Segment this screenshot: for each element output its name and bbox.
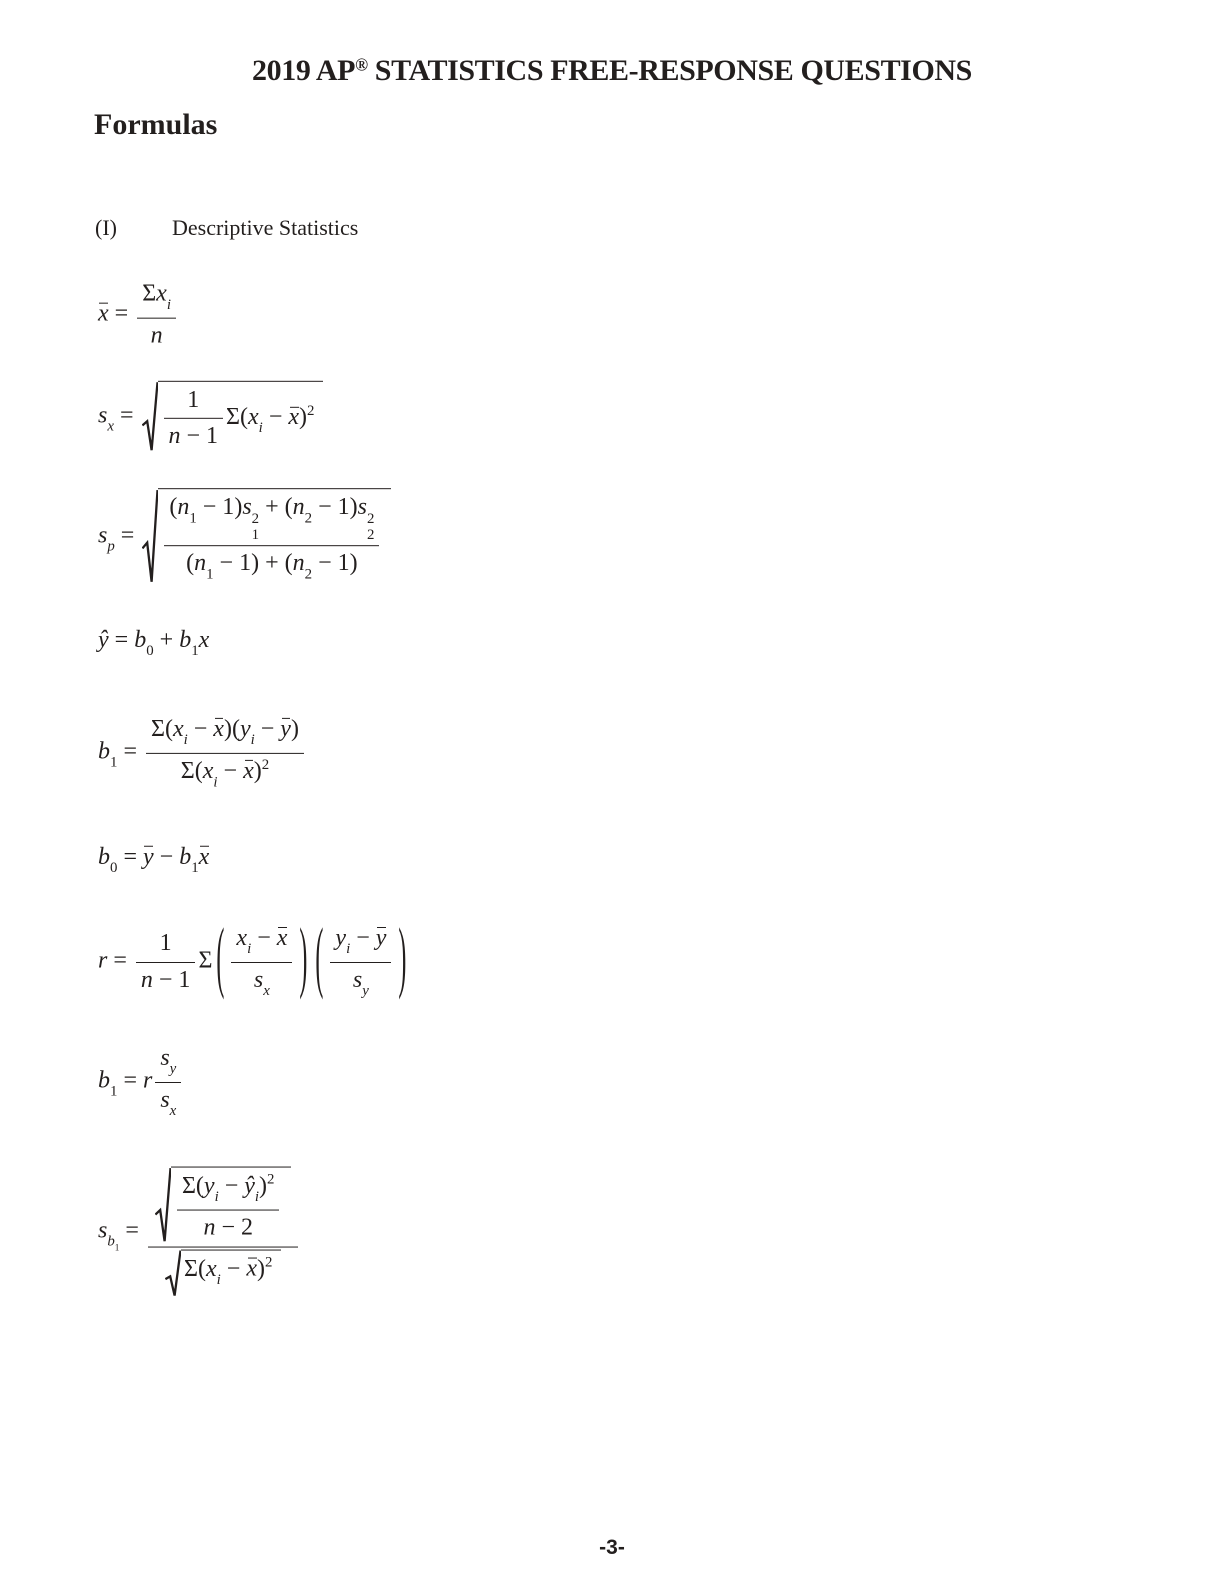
math-operator-text: ( xyxy=(231,715,240,742)
radical-sign-icon xyxy=(142,381,158,453)
formula-correlation xyxy=(98,917,410,1003)
math-subscript xyxy=(107,1233,120,1253)
fraction-denominator xyxy=(136,962,196,996)
math-operator-text: − 1 xyxy=(152,966,191,993)
page-header xyxy=(0,54,1224,87)
math-overbar-variable: x xyxy=(288,402,299,433)
radical-sign-icon xyxy=(165,1249,181,1297)
math-overbar-variable: y xyxy=(280,714,291,745)
math-square-root xyxy=(165,1249,281,1297)
radicand xyxy=(171,1167,292,1245)
math-operator-text: ) xyxy=(223,715,232,742)
fraction-denominator xyxy=(146,752,304,792)
fraction-numerator xyxy=(164,385,224,418)
math-operator-text: − xyxy=(187,715,214,742)
math-operator-text: + xyxy=(259,494,285,521)
math-operator-text: = xyxy=(114,522,141,549)
math-subscript: y xyxy=(362,982,369,999)
math-operator-text: − xyxy=(218,1172,245,1199)
radicand xyxy=(181,1249,281,1297)
fraction-denominator xyxy=(164,418,224,452)
math-variable: b xyxy=(179,626,192,653)
math-overbar-variable: y xyxy=(376,923,387,954)
math-operator-text: Σ xyxy=(180,757,195,784)
math-subscript: 1 xyxy=(114,1242,120,1253)
math-subscript: 0 xyxy=(146,642,154,659)
math-variable: x xyxy=(156,280,167,307)
math-subscript: 1 xyxy=(206,566,214,583)
math-variable: b xyxy=(179,843,192,870)
fraction-numerator xyxy=(330,923,391,962)
math-operator-text: = xyxy=(117,1067,143,1094)
math-variable: x xyxy=(198,626,210,653)
math-operator-text: ( xyxy=(194,757,203,784)
math-operator-text: Σ xyxy=(142,280,157,307)
math-superscript: 2 xyxy=(251,511,260,528)
math-variable: y xyxy=(239,715,251,742)
math-operator-text: ( xyxy=(197,1255,206,1282)
formula-sample-sd xyxy=(98,381,325,453)
math-variable: x xyxy=(205,1255,217,1282)
math-operator-text: − xyxy=(220,1255,247,1282)
math-variable: n xyxy=(292,494,305,521)
math-operator-text: ) xyxy=(349,494,358,521)
math-variable: b xyxy=(98,738,110,765)
fraction-denominator xyxy=(148,1246,299,1297)
math-variable: s xyxy=(98,402,108,429)
math-superscript: 2 xyxy=(264,1254,273,1271)
math-operator-text: = xyxy=(117,843,143,870)
formula-pooled-sd xyxy=(98,488,393,586)
math-big-paren: ( xyxy=(315,917,324,1003)
math-operator-text: ) xyxy=(251,550,260,577)
math-fraction xyxy=(231,923,292,1001)
math-operator-text: Σ xyxy=(198,947,213,974)
math-variable: x xyxy=(202,757,214,784)
math-variable: x xyxy=(248,404,259,431)
formula-sample-mean xyxy=(98,279,179,352)
math-operator-text: − xyxy=(153,843,180,870)
math-variable: n xyxy=(140,966,153,993)
math-operator-text: − 1 xyxy=(312,494,350,521)
math-operator-text: − xyxy=(251,925,277,951)
math-operator-text: ( xyxy=(195,1172,204,1199)
math-overbar-variable: x xyxy=(213,714,224,745)
math-subscript: 1 xyxy=(110,754,118,771)
math-overbar-variable: x xyxy=(246,1254,257,1285)
math-subscript: x xyxy=(107,418,114,435)
fraction-denominator xyxy=(177,1209,280,1243)
math-subscript: p xyxy=(107,538,115,555)
math-fraction xyxy=(155,1043,181,1121)
math-operator-text: − xyxy=(350,925,376,951)
math-subscript: 2 xyxy=(304,510,313,527)
math-operator-text: = xyxy=(113,402,140,429)
fraction-numerator xyxy=(164,492,379,545)
math-operator-text: ( xyxy=(186,550,195,577)
math-square-root xyxy=(142,488,391,586)
fraction-denominator xyxy=(155,1082,181,1122)
math-subscript: 1 xyxy=(191,859,199,876)
math-subscript: 0 xyxy=(110,859,118,876)
math-operator-text: ) xyxy=(253,757,262,784)
formula-slope-standard-error xyxy=(98,1167,301,1298)
math-overbar-variable: x xyxy=(199,842,210,873)
math-variable: n xyxy=(177,494,190,521)
math-variable: b xyxy=(107,1233,115,1250)
fraction-numerator xyxy=(146,714,304,753)
radical-sign-icon xyxy=(142,488,158,586)
math-operator-text: ( xyxy=(164,715,173,742)
math-variable: b xyxy=(134,626,147,653)
math-operator-text: − xyxy=(217,757,244,784)
header-title-post: STATISTICS FREE-RESPONSE QUESTIONS xyxy=(367,54,972,87)
math-fraction xyxy=(164,492,379,585)
math-operator-text: = xyxy=(108,626,135,653)
math-operator-text: − 1 xyxy=(196,494,235,521)
math-subscript: i xyxy=(258,420,263,437)
math-fraction xyxy=(148,1167,299,1298)
fraction-denominator xyxy=(330,962,391,1002)
math-variable: s xyxy=(253,966,264,993)
math-variable: s xyxy=(160,1045,170,1071)
radicand xyxy=(158,488,391,586)
formula-slope xyxy=(98,714,307,792)
math-operator-text: ) xyxy=(299,404,308,431)
math-subscript: i xyxy=(216,1271,221,1288)
math-fraction xyxy=(177,1171,280,1244)
math-subscript: 1 xyxy=(251,526,260,543)
math-operator-text: − xyxy=(262,404,289,431)
math-square-root xyxy=(142,381,324,453)
math-subscript: 2 xyxy=(366,526,375,543)
math-variable: n xyxy=(194,550,207,577)
fraction-denominator xyxy=(137,317,176,351)
math-operator-text: Σ xyxy=(181,1172,196,1199)
math-variable: n xyxy=(150,322,163,349)
fraction-denominator xyxy=(231,962,292,1002)
math-variable: ŷ xyxy=(244,1172,255,1199)
math-operator-text: − xyxy=(254,715,281,742)
math-variable: b xyxy=(98,843,110,870)
math-operator-text: Σ xyxy=(150,715,165,742)
math-variable: x xyxy=(236,925,248,951)
math-variable: s xyxy=(352,966,363,993)
header-title-pre: 2019 AP xyxy=(252,54,356,87)
math-subscript: 1 xyxy=(191,642,199,659)
math-overbar-variable: y xyxy=(143,842,154,873)
math-subscript: i xyxy=(247,941,252,958)
math-stacked-scripts xyxy=(367,512,374,543)
fraction-numerator xyxy=(155,1043,181,1082)
math-big-paren: ) xyxy=(299,917,308,1003)
math-operator-text: ( xyxy=(284,550,293,577)
math-operator-text: 1 xyxy=(187,386,200,413)
math-variable: s xyxy=(242,494,252,521)
formula-regression-line xyxy=(98,625,209,662)
section-marker: (I) xyxy=(95,215,117,240)
math-superscript: 2 xyxy=(307,402,315,419)
math-subscript: i xyxy=(250,732,255,749)
math-operator-text: Σ xyxy=(226,404,241,431)
math-variable: b xyxy=(98,1067,110,1094)
fraction-numerator xyxy=(137,279,176,318)
math-variable: y xyxy=(335,925,347,951)
math-subscript: x xyxy=(263,982,270,999)
math-operator-text: + xyxy=(259,550,285,577)
math-operator-text: ( xyxy=(284,494,293,521)
math-variable: s xyxy=(357,494,367,521)
math-superscript: 2 xyxy=(261,756,270,773)
math-variable: n xyxy=(168,423,181,449)
math-subscript: i xyxy=(166,296,171,313)
math-operator-text: Σ xyxy=(184,1255,198,1282)
fraction-numerator xyxy=(136,928,196,961)
math-subscript: x xyxy=(169,1102,177,1119)
section-label: Descriptive Statistics xyxy=(172,215,359,240)
radical-sign-icon xyxy=(155,1167,171,1245)
math-fraction xyxy=(164,385,224,452)
math-superscript: 2 xyxy=(366,511,375,528)
math-overbar-variable: x xyxy=(277,923,288,954)
math-operator-text: 1 xyxy=(159,930,172,957)
math-variable: s xyxy=(160,1086,170,1113)
math-operator-text: − 2 xyxy=(215,1214,253,1241)
page-number: -3- xyxy=(599,1536,625,1559)
math-fraction xyxy=(146,714,304,792)
math-operator-text: = xyxy=(107,947,133,974)
formulas-section-title: Formulas xyxy=(94,108,218,141)
math-subscript: i xyxy=(254,1188,260,1205)
formula-slope-from-r xyxy=(98,1043,184,1121)
math-subscript: 2 xyxy=(304,566,313,583)
math-variable: ŷ xyxy=(98,626,109,653)
math-variable: n xyxy=(203,1214,216,1241)
math-variable: n xyxy=(292,550,305,577)
math-subscript: 1 xyxy=(189,510,197,527)
math-stacked-scripts xyxy=(252,512,259,543)
math-subscript: y xyxy=(169,1061,177,1078)
math-subscript: i xyxy=(183,732,188,749)
formula-intercept xyxy=(98,842,209,879)
math-subscript: i xyxy=(214,1188,219,1205)
math-superscript: 2 xyxy=(267,1171,275,1188)
math-operator-text: = xyxy=(119,1217,145,1244)
math-variable: r xyxy=(142,1067,153,1094)
math-operator-text: ) xyxy=(349,550,358,577)
math-big-paren: ( xyxy=(216,917,225,1003)
math-operator-text: − 1 xyxy=(180,423,219,449)
math-operator-text: ( xyxy=(240,404,249,431)
math-operator-text: = xyxy=(117,738,143,765)
fraction-numerator xyxy=(231,923,292,962)
math-operator-text: ) xyxy=(259,1172,268,1199)
math-variable: r xyxy=(98,947,108,974)
math-overbar-variable: x xyxy=(98,299,109,330)
math-subscript: i xyxy=(346,941,351,958)
math-operator-text: ) xyxy=(234,494,243,521)
math-variable: s xyxy=(98,1217,108,1244)
math-operator-text: = xyxy=(108,300,135,327)
math-fraction xyxy=(330,923,391,1001)
math-operator-text: ( xyxy=(169,494,178,521)
fraction-numerator xyxy=(148,1167,299,1247)
math-variable: y xyxy=(203,1172,215,1199)
math-operator-text: − 1 xyxy=(312,550,350,577)
math-variable: s xyxy=(98,522,108,549)
math-operator-text: − 1 xyxy=(213,550,252,577)
math-subscript: i xyxy=(213,773,218,790)
math-subscript: 1 xyxy=(110,1083,118,1100)
math-fraction xyxy=(136,928,196,995)
fraction-denominator xyxy=(164,545,379,585)
math-square-root xyxy=(155,1167,292,1245)
math-big-paren: ) xyxy=(398,917,407,1003)
math-overbar-variable: x xyxy=(243,756,254,787)
section-descriptive-statistics xyxy=(95,215,358,241)
math-operator-text: ) xyxy=(290,715,299,742)
fraction-numerator xyxy=(177,1171,280,1210)
radicand xyxy=(158,381,324,453)
math-operator-text: + xyxy=(153,626,180,653)
math-operator-text: ) xyxy=(256,1255,265,1282)
math-variable: x xyxy=(172,715,184,742)
registered-trademark-symbol: ® xyxy=(355,54,368,75)
math-fraction xyxy=(137,279,176,352)
